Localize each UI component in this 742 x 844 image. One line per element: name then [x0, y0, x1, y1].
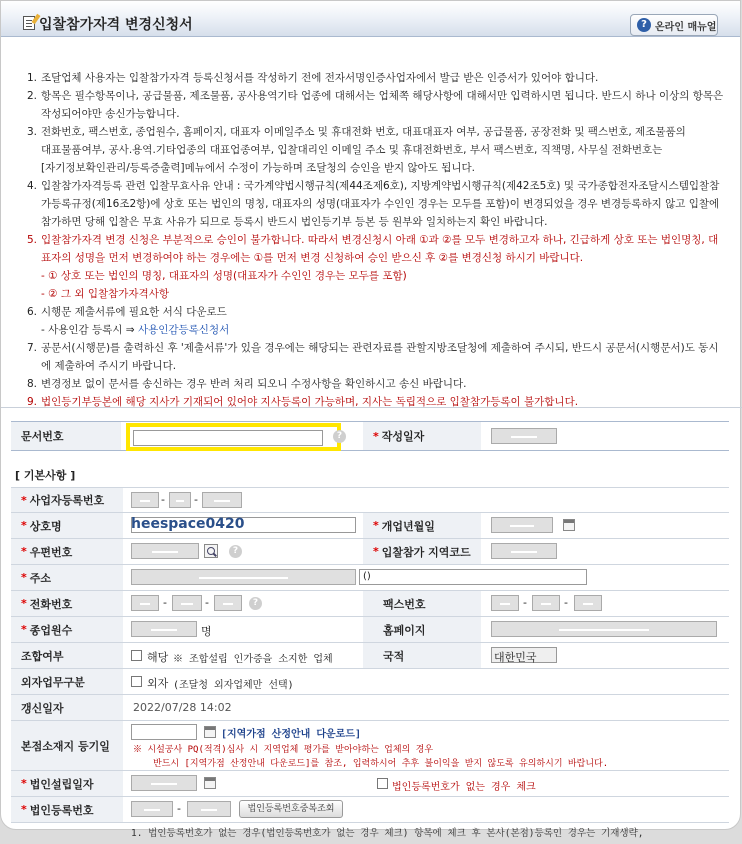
- notice-item: 6. 시행문 제출서류에 필요한 서식 다운로드: [27, 306, 227, 318]
- corp-no-row: * 법인등록번호 - 법인등록번호중복조회: [11, 797, 729, 823]
- corp-date-row: [11, 771, 729, 797]
- phone-part1: [131, 595, 159, 611]
- notice-line: 참가하면 당해 입찰은 무효 사유가 되므로 등록시 반드시 법인등기부 등본 등 원부와 일치하는지 확인 바랍니다.: [41, 216, 548, 228]
- corp-date-label: * 법인설립일자: [11, 771, 123, 796]
- foreign-check-label: 외자: [147, 677, 169, 690]
- bizno-part3: [202, 492, 242, 508]
- notice-line: 항목은 필수항목이나, 공급물품, 제조물품, 공사용역기타 업종에 대해서는 업체쪽 해당사항에 대해서만 입력하시면 됩니다. 반드시 하나 이상의 항목은: [41, 90, 724, 102]
- corp-dup-check-button[interactable]: 법인등록번호중복조회: [239, 800, 343, 818]
- calendar-icon[interactable]: [204, 726, 216, 738]
- notice-line: 시행문 제출서류에 필요한 서식 다운로드: [41, 306, 227, 318]
- nationality-label: 국적: [363, 643, 481, 668]
- hq-note-1: ※ 시설공사 PQ(적격)심사 시 지역업체 평가를 받아야하는 업체의 경우: [133, 745, 434, 755]
- updated-row: [11, 695, 729, 721]
- address-row: [11, 565, 729, 591]
- write-date-field: [491, 428, 557, 444]
- address-label: * 주소: [11, 565, 123, 590]
- notice-line: - ① 상호 또는 법인의 명칭, 대표자의 성명(대표자가 수인인 경우는 모두를 포함): [41, 270, 407, 282]
- updated-label: 갱신일자: [11, 695, 123, 720]
- zip-field: [131, 543, 199, 559]
- corp-no-part2: [187, 801, 231, 817]
- page-title: 입찰참가자격 변경신청서: [39, 17, 193, 33]
- hq-date-input[interactable]: [131, 724, 197, 740]
- notice-line: 표자의 성명을 먼저 변경하여야 하는 경우에는 ①를 먼저 변경 신청하여 승인 받으신 후 ②를 변경신청 하시기 바랍니다.: [41, 252, 584, 264]
- notice-line: 조달업체 사용자는 입찰참가자격 등록신청서를 작성하기 전에 전자서명인증사업자에서 발급 받은 인증서가 있어야 합니다.: [41, 72, 599, 84]
- phone-part2: [172, 595, 202, 611]
- hq-download-link[interactable]: [지역가점 산정안내 다운로드]: [221, 729, 362, 740]
- doc-no-input[interactable]: [133, 430, 323, 446]
- employees-field: [131, 621, 197, 637]
- union-label: 조합여부: [11, 643, 123, 668]
- foreign-label: 외자업무구분: [11, 669, 123, 694]
- notice-line: [자기정보확인관리/등록증출력]메뉴에서 수정이 가능하며 조달청의 승인을 받지 않아도 됩니다.: [41, 162, 476, 174]
- foreign-checkbox[interactable]: [131, 676, 142, 687]
- notice-line: 입찰참가자격등록 관련 입찰무효사유 안내 : 국가계약법시행규칙(제44조제6호), 지방계약법시행규칙(제42조5호) 및 국가종합전자조달시스템입찰참: [41, 180, 720, 192]
- corp-date-field: [131, 775, 197, 791]
- employees-unit: 명: [201, 625, 212, 638]
- phone-part3: [214, 595, 242, 611]
- notice-item: 5. 입찰참가자격 변경 신청은 부분적으로 승인이 불가합니다. 따라서 변경신청시 아래 ①과 ②를 모두 변경하고자 하나, 긴급하게 상호 또는 법인명칭, 대 표자의 성명을 먼저 변경하여야 하는 경우에는 ①를 먼저 변경 신청하여 승인 받으신 후 ②를 변경신청 하시기 바랍니다.: [27, 234, 719, 264]
- online-manual-label: 온라인 매뉴얼: [655, 21, 717, 33]
- search-icon[interactable]: [204, 544, 218, 558]
- no-corp-checkbox[interactable]: [377, 778, 388, 789]
- document-row: [11, 421, 729, 451]
- open-date-field: [491, 517, 553, 533]
- union-check-label: 해당: [147, 651, 169, 664]
- doc-no-highlight: [126, 423, 341, 451]
- calendar-icon[interactable]: [204, 777, 216, 789]
- notice-line: 에 제출하여 주시기 바랍니다.: [41, 360, 177, 372]
- notice-item: 8. 변경정보 없이 문서를 송신하는 경우 반려 처리 되오니 수정사항을 확인하시고 송신 바랍니다.: [27, 378, 467, 390]
- notice-item: [25, 321, 725, 339]
- open-date-label: * 개업년월일: [363, 513, 481, 538]
- notice-line: 변경정보 없이 문서를 송신하는 경우 반려 처리 되오니 수정사항을 확인하시고 송신 바랍니다.: [41, 378, 467, 390]
- doc-no-help-icon[interactable]: ?: [333, 430, 346, 443]
- document-edit-icon: [23, 16, 35, 30]
- company-value: heespace0420: [131, 516, 245, 532]
- online-manual-button[interactable]: [630, 14, 718, 36]
- notice-line: 가등록규정(제16조2항)에 상호 또는 법인의 명칭, 대표자의 성명(대표자가 수인인 경우는 모두를 포함)이 변경되었을 경우 변경등록하지 않고 입찰에: [41, 198, 720, 210]
- notice-item: 7. 공문서(시행문)를 출력하신 후 '제출서류'가 있을 경우에는 해당되는 관련자료를 관할지방조달청에 제출하여 주시되, 반드시 공문서(시행문서)도 동시 에 제출하여 주시기 바랍니다.: [27, 342, 719, 372]
- notice-item: 2. 항목은 필수항목이나, 공급물품, 제조물품, 공사용역기타 업종에 대해서는 업체쪽 해당사항에 대해서만 입력하시면 됩니다. 반드시 하나 이상의 항목은 작성되어야만 송신가능합니다.: [27, 90, 724, 120]
- seal-registration-form-link[interactable]: 사용인감등록신청서: [137, 324, 230, 336]
- notice-item: [25, 285, 725, 303]
- employees-row: [11, 617, 729, 643]
- region-label: * 입찰참가 지역코드: [363, 539, 481, 564]
- notice-line: - ② 그 외 입찰참가자격사항: [41, 288, 169, 300]
- corp-note: 1. 법인등록번호가 없는 경우(법인등록번호가 없는 경우 체크) 항목에 체크 후 본사(본점)등록인 경우는 기재생략,: [131, 828, 644, 839]
- notice-line: 공문서(시행문)를 출력하신 후 '제출서류'가 있을 경우에는 해당되는 관련자료를 관할지방조달청에 제출하여 주시되, 반드시 공문서(시행문서)도 동시: [41, 342, 719, 354]
- phone-label: * 전화번호: [11, 591, 123, 616]
- hq-note-2: 반드시 [지역가점 산정안내 다운로드]를 참조, 입력하시어 추후 불이익을 받지 않도록 유의하시기 바랍니다.: [153, 759, 609, 769]
- homepage-label: 홈페이지: [363, 617, 481, 642]
- zip-label: * 우편번호: [11, 539, 123, 564]
- company-label: * 상호명: [11, 513, 123, 538]
- calendar-icon[interactable]: [563, 519, 575, 531]
- nationality-value: 대한민국: [494, 651, 537, 664]
- company-row: [11, 513, 729, 539]
- fax-part1: [491, 595, 519, 611]
- homepage-field: [491, 621, 717, 637]
- updated-value: 2022/07/28 14:02: [133, 701, 232, 714]
- region-field: [491, 543, 557, 559]
- zip-help-icon[interactable]: ?: [229, 545, 242, 558]
- no-corp-check-label: 법인등록번호가 없는 경우 체크: [392, 782, 536, 793]
- union-note: ※ 조합설립 인가증을 소지한 업체: [173, 654, 333, 665]
- foreign-row: [11, 669, 729, 695]
- divider: [1, 407, 742, 408]
- notice-line: 입찰참가자격 변경 신청은 부분적으로 승인이 불가합니다. 따라서 변경신청시 아래 ①과 ②를 모두 변경하고자 하나, 긴급하게 상호 또는 법인명칭, 대: [41, 234, 719, 246]
- notice-line: - 사용인감 등록시 ⇒: [41, 324, 138, 336]
- fax-part2: [532, 595, 560, 611]
- address-field: [131, 569, 356, 585]
- address-detail-input[interactable]: [359, 569, 587, 585]
- corp-no-part1: [131, 801, 173, 817]
- notice-item: 1. 조달업체 사용자는 입찰참가자격 등록신청서를 작성하기 전에 전자서명인증사업자에서 발급 받은 인증서가 있어야 합니다.: [27, 72, 599, 84]
- union-checkbox[interactable]: [131, 650, 142, 661]
- hq-label: 본점소재지 등기일: [11, 721, 123, 770]
- notice-line: 전화번호, 팩스번호, 종업원수, 홈페이지, 대표자 이메일주소 및 휴대전화 번호, 대표대표자 여부, 공급물품, 공장전화 및 팩스번호, 제조물품의: [41, 126, 686, 138]
- bizno-label: * 사업자등록번호: [11, 488, 123, 512]
- corp-no-label: * 법인등록번호: [11, 797, 123, 822]
- union-row: [11, 643, 729, 669]
- title-bar: [1, 1, 740, 37]
- zip-row: [11, 539, 729, 565]
- notice-line: 법인등기부등본에 해당 지사가 기재되어 있어야 지사등록이 가능하며, 지사는 독립적으로 입찰참가등록이 불가합니다.: [41, 396, 579, 408]
- phone-row: * 전화번호 - - ? 팩스번호 - -: [11, 591, 729, 617]
- phone-help-icon[interactable]: ?: [249, 597, 262, 610]
- address-detail-value: (): [363, 571, 371, 582]
- bizno-row: * 사업자등록번호 - -: [11, 487, 729, 513]
- fax-label: 팩스번호: [363, 591, 481, 616]
- notice-item: 3. 전화번호, 팩스번호, 종업원수, 홈페이지, 대표자 이메일주소 및 휴대전화 번호, 대표대표자 여부, 공급물품, 공장전화 및 팩스번호, 제조물품의 대표물품여부, 공사.용역.기타업종의 대표업종여부, 입찰대리인 이메일 주소 및 휴대전화번호, 부서 팩스번호, 직책명, 사무실 전화번호는 [자기정보확인관리/등록증출력]메뉴에서 수정이 가능하며 조달청의 승인을 받지 않아도 됩니다.: [27, 126, 686, 174]
- notice-list: [25, 69, 725, 411]
- foreign-note: (조달청 외자업체만 선택): [173, 680, 294, 691]
- notice-line: 대표물품여부, 공사.용역.기타업종의 대표업종여부, 입찰대리인 이메일 주소 및 휴대전화번호, 부서 팩스번호, 직책명, 사무실 전화번호는: [41, 144, 663, 156]
- hq-row: [11, 721, 729, 771]
- notice-item: 9. 법인등기부등본에 해당 지사가 기재되어 있어야 지사등록이 가능하며, 지사는 독립적으로 입찰참가등록이 불가합니다.: [27, 396, 579, 408]
- bizno-part1: [131, 492, 159, 508]
- employees-label: * 종업원수: [11, 617, 123, 642]
- notice-line: 작성되어야만 송신가능합니다.: [41, 108, 180, 120]
- notice-item: [25, 267, 725, 285]
- help-icon: ?: [637, 18, 651, 32]
- date-label: * 작성일자: [363, 422, 481, 450]
- fax-part3: [574, 595, 602, 611]
- doc-no-label: 문서번호: [11, 422, 121, 450]
- section-title: [ 기본사항 ]: [15, 469, 76, 482]
- notice-item: 4. 입찰참가자격등록 관련 입찰무효사유 안내 : 국가계약법시행규칙(제44조제6호), 지방계약법시행규칙(제42조5호) 및 국가종합전자조달시스템입찰참 가등록규정(제16조2항)에 상호 또는 법인의 명칭, 대표자의 성명(대표자가 수인인 경우는 모두를 포함)이 변경되었을 경우 변경등록하지 않고 입찰에 참가하면 당해 입찰은 무효 사유가 되므로 등록시 반드시 법인등기부 등본 등 원부와 일치하는지 확인 바랍니다.: [27, 180, 720, 228]
- bizno-part2: [169, 492, 191, 508]
